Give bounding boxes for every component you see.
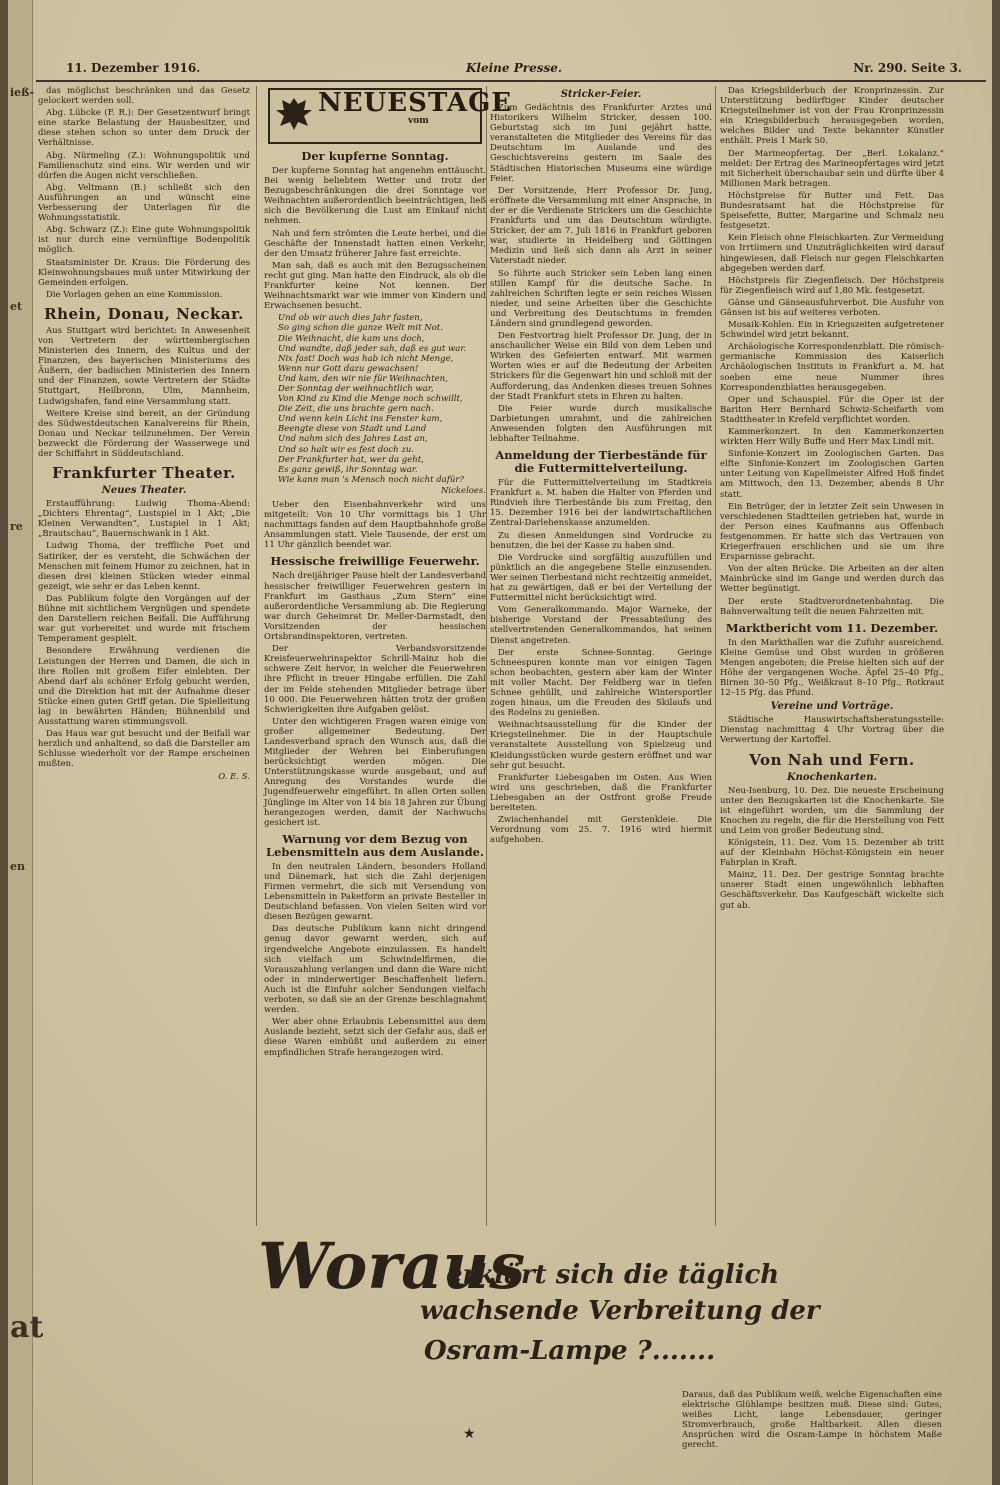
- paragraph: Sinfonie-Konzert im Zoologischen Garten. Das elfte Sinfonie-Konzert im Zoologischen Garten unter Leitung von Kapellmeister Alfred Hoß findet am Mittwoch, den 13. Dezember, abends 8 Uhr statt.: [720, 449, 944, 500]
- paragraph: Nah und fern strömten die Leute herbei, und die Geschäfte der Innenstadt hatten einen Verkehr, der den Umsatz früherer Jahre fast erreichte.: [264, 228, 486, 259]
- paragraph: Abg. Schwarz (Z.): Eine gute Wohnungspolitik ist nur durch eine vernünftige Bodenpolitik möglich.: [38, 225, 250, 256]
- paragraph: Kein Fleisch ohne Fleischkarten. Zur Vermeidung von Irrtümern und Unzuträglichkeiten wird darauf hingewiesen, daß Fleisch nur gegen Fleischkarten abgegeben werden darf.: [720, 233, 944, 274]
- verse-line: Und wenn kein Licht ins Fenster kam,: [278, 414, 443, 425]
- subheading-neues-theater: Neues Theater.: [101, 485, 187, 497]
- adjacent-page-strip: [8, 0, 44, 1485]
- verse-line: Die Weihnacht, die kam uns doch,: [278, 333, 425, 344]
- paragraph: Das Publikum folgte den Vorgängen auf der Bühne mit sichtlichem Vergnügen und spendete den Darstellern reichen Beifall. Die Aufführung war gut vorbereitet und wurde mit frischem Temperament gespielt.: [38, 593, 250, 645]
- masthead-vom: vom: [408, 116, 429, 126]
- paragraph: Höchstpreis für Ziegenfleisch. Der Höchstpreis für Ziegenfleisch wird auf 1,80 Mk. festgesetzt.: [720, 275, 944, 296]
- paragraph: Der kupferne Sonntag hat angenehm enttäuscht. Bei wenig beliebtem Wetter und trotz der Bezugsbeschränkungen die drei Sonntage vor Weihnachten außerordentlich beeinträchtigen, ließ sich die Bevölkerung die Lust am Einkauf nicht nehmen.: [264, 166, 486, 227]
- signature: Nickeloes.: [440, 485, 486, 496]
- paragraph: Die Vorlagen gehen an eine Kommission.: [46, 289, 223, 300]
- column-4: [720, 86, 944, 1226]
- paragraph: Wer aber ohne Erlaubnis Lebensmittel aus dem Auslande bezieht, setzt sich der Gefahr aus, daß er diese Waren einbüßt und außerdem zu einer empfindlichen Strafe herangezogen wird.: [264, 1017, 486, 1058]
- paragraph: Staatsminister Dr. Kraus: Die Förderung des Kleinwohnungsbaues muß unter Mitwirkung der Gemeinden erfolgen.: [38, 257, 250, 288]
- heading-anmeldung: Anmeldung der Tierbestände für die Futtermittelverteilung.: [495, 448, 707, 476]
- neues-vom-tage-masthead: [268, 88, 513, 144]
- column-1: [38, 86, 250, 1226]
- paragraph: Der erste Schnee-Sonntag. Geringe Schneespuren konnte man vor einigen Tagen schon beobachten, gestern aber kam der Winter mit voller Macht. Der Feldberg war in tiefen Schnee gehüllt, und zahlreiche Wintersportler zogen hinaus, um die Freuden des Skilaufs und des Rodelns zu genießen.: [490, 647, 712, 719]
- ad-headline-line1: erklärt sich die täglich: [446, 1260, 780, 1290]
- paragraph: Weitere Kreise sind bereit, an der Gründung des Südwestdeutschen Kanalvereins für Rhein, Donau und Neckar teilzunehmen. Der Verein bezweckt die Förderung der Wasserwege und der Schiffahrt in Süddeutschland.: [38, 408, 250, 459]
- paragraph: Weihnachtsausstellung für die Kinder der Kriegsteilnehmer. Die in der Hauptschule veranstaltete Ausstellung von Spielzeug und Kleidungsstücken wurde gestern eröffnet und war sehr gut besucht.: [490, 720, 712, 771]
- paragraph: Mosaik-Kohlen. Ein in Kriegszeiten aufgetretener Schwindel wird jetzt bekannt.: [720, 320, 944, 341]
- paragraph: Der erste Stadtverordnetenbahntag. Die Bahnverwaltung teilt die neuen Fahrzeiten mit.: [720, 596, 944, 617]
- heading-sonntag: Der kupferne Sonntag.: [301, 149, 449, 163]
- paragraph: Nach dreijähriger Pause hielt der Landesverband hessischer freiwilliger Feuerwehren gestern in Frankfurt im Gasthaus „Zum Stern“ eine außerordentliche Versammlung ab. Die Regierung war durch Geheimrat Dr. Meller-Darmstadt, den Vorsitzenden der hessischen Ortsbrandinspektoren, vertreten.: [264, 571, 486, 643]
- heading-feuerwehr: Hessische freiwillige Feuerwehr.: [270, 554, 480, 569]
- column-rule: [486, 86, 487, 1226]
- strip-fragment: at: [10, 1310, 44, 1345]
- paragraph: Abg. Lübcke (F. R.): Der Gesetzentwurf bringt eine starke Belastung der Hausbesitzer, und diese stehen schon so unter dem Druck der Verhältnisse.: [38, 108, 250, 149]
- verse-line: Es ganz gewiß, ihr Sonntag war.: [278, 464, 418, 475]
- masthead-neues: NEUES: [318, 88, 428, 118]
- paragraph: Städtische Hauswirtschaftsberatungsstelle: Dienstag nachmittag 4 Uhr Vortrag über die Verwertung der Kartoffel.: [720, 715, 944, 746]
- paragraph: Zwischenhandel mit Gerstenkleie. Die Verordnung vom 25. 7. 1916 wird hiermit aufgehoben.: [490, 815, 712, 846]
- verse-line: Wenn nur Gott dazu gewachsen!: [278, 363, 419, 374]
- paragraph: Der Vorsitzende, Herr Professor Dr. Jung, eröffnete die Versammlung mit einer Ansprache, in der er die Verdienste Strickers um die Geschichte Frankfurts und um das Deutschtum würdigte. Stricker, der am 7. Juli 1816 in Frankfurt geboren war, studierte in Heidelberg und Göttingen Medizin und ließ sich dann als Arzt in seiner Vaterstadt nieder.: [490, 185, 712, 267]
- paragraph: Das Kriegsbilderbuch der Kronprinzessin. Zur Unterstützung bedürftiger Kinder deutscher Kriegsteilnehmer ist von der Frau Kronprinzessin ein Kriegsbilderbuch herausgegeben worden, welches Bilder und Texte bekannter Künstler enthält. Preis 1 Mark 50.: [720, 86, 944, 147]
- verse-line: Und ob wir auch dies Jahr fasten,: [278, 313, 423, 324]
- column-rule: [256, 86, 257, 1226]
- ad-headline-word: Woraus: [258, 1229, 526, 1304]
- paragraph: Oper und Schauspiel. Für die Oper ist der Bariton Herr Bernhard Schwiz-Scheifarth vom Stadttheater in Krefeld verpflichtet worden.: [720, 394, 944, 425]
- paragraph: Zu diesen Anmeldungen sind Vordrucke zu benutzen, die bei der Kasse zu haben sind.: [490, 530, 712, 551]
- header-issue: Nr. 290. Seite 3.: [853, 61, 962, 75]
- heading-marktbericht: Marktbericht vom 11. Dezember.: [725, 620, 939, 635]
- strip-fragment: re: [10, 520, 23, 533]
- paragraph: Königstein, 11. Dez. Vom 15. Dezember ab tritt auf der Kleinbahn Höchst-Königstein ein neuer Fahrplan in Kraft.: [720, 838, 944, 869]
- ad-headline-line2: wachsende Verbreitung der: [420, 1296, 820, 1326]
- paragraph: So führte auch Stricker sein Leben lang einen stillen Kampf für die deutsche Sache. In zahlreichen Schriften legte er sein reiches Wissen nieder, und seine Arbeiten über die Geschichte und Verbreitung des Deutschtums in fremden Ländern sind grundlegend geworden.: [490, 268, 712, 329]
- subheading-knochenkarten: Knochenkarten.: [786, 771, 878, 783]
- paragraph: Vom Generalkommando. Major Warneke, der bisherige Vorstand der Pressabteilung des stellvertretenden Generalkommandos, hat seinen Dienst angetreten.: [490, 605, 712, 646]
- eagle-icon: [274, 94, 314, 134]
- heading-vereine: Vereine und Vorträge.: [770, 701, 894, 713]
- strip-fragment: et: [10, 300, 23, 313]
- verse-line: Und nahm sich des Jahres Last an,: [278, 434, 428, 445]
- paragraph: Der Verbandsvorsitzende Kreisfeuerwehrinspektor Schrill-Mainz hob die schwere Zeit hervor, in welcher die Feuerwehren ihre Pflicht in treuer Hingabe erfüllen. Die Zahl der im Felde stehenden Mitglieder betrage über 10 000. Die Feuerwehren hätten trotz der großen Schwierigkeiten ihre Aufgaben gelöst.: [264, 644, 486, 715]
- verse-line: Nix fast! Doch was hab ich nicht Menge,: [278, 353, 454, 364]
- verse-line: Der Sonntag der weihnachtlich war,: [278, 383, 434, 394]
- heading-nah-und-fern: Von Nah und Fern.: [749, 750, 915, 769]
- paragraph: Unter den wichtigeren Fragen waren einige von großer allgemeiner Bedeutung. Der Landesverband sprach den Wunsch aus, daß die Mitglieder der Wehren bei Einberufungen berücksichtigt werden mögen. Die Unterstützungskasse wurde ausgebaut, und auf Anregung des Vorstandes wurde die Jugendfeuerwehr eingeführt. In allen Orten sollen Jünglinge im Alter von 14 bis 18 Jahren zur Übung herangezogen werden, damit der Nachwuchs gesichert ist.: [264, 716, 486, 828]
- verse-line: Beengte diese von Stadt und Land: [278, 424, 427, 435]
- paragraph: Ueber den Eisenbahnverkehr wird uns mitgeteilt: Von 10 Uhr vormittags bis 1 Uhr nachmittags fanden auf dem Hauptbahnhofe große Ansammlungen statt. Viele Tausende, der erst um 11 Uhr gänzlich beendet war.: [264, 500, 486, 551]
- paragraph: Höchstpreise für Butter und Fett. Das Bundesratsamt hat die Höchstpreise für Speisefette, Butter, Margarine und Schmalz neu festgesetzt.: [720, 190, 944, 232]
- column-3: [490, 86, 712, 1226]
- verse-line: Und so halt wir es fest doch zu.: [278, 444, 414, 455]
- paragraph: Zum Gedächtnis des Frankfurter Arztes und Historikers Wilhelm Stricker, dessen 100. Geburtstag sich im Juni gejährt hatte, veranstalteten die Mitglieder des Vereins für das Deutschtum im Auslande und des Geschichtsvereins gestern im Saale des Städtischen Historischen Museums eine würdige Feier.: [490, 103, 712, 184]
- ad-body-text: Daraus, daß das Publikum weiß, welche Eigenschaften eine elektrische Glühlampe besitzen muß. Diese sind: Gutes, weißes Licht, lange Lebensdauer, geringer Stromverbrauch, große Haltbarkeit. Allen diesen Ansprüchen wird die Osram-Lampe in höchstem Maße gerecht.: [682, 1390, 942, 1450]
- verse-line: Die Zeit, die uns brachte gern nach.: [278, 404, 434, 415]
- paragraph: In den neutralen Ländern, besonders Holland und Dänemark, hat sich die Zahl derjenigen Firmen vermehrt, die sich mit Versendung von Lebensmitteln in Paketform an private Besteller in Deutschland befassen. Von vielen Seiten wird vor diesen Bezügen gewarnt.: [264, 861, 486, 923]
- masthead-tage: TAGE: [428, 88, 513, 118]
- strip-fragment: ieß-: [10, 86, 35, 99]
- verse-line: Der Frankfurter hat, wer da geht,: [278, 454, 424, 465]
- paragraph: Ludwig Thoma, der treffliche Poet und Satiriker, der es versteht, die Schwächen der Menschen mit feinem Humor zu zeichnen, hat in diesen drei kleinen Stücken wieder einmal gezeigt, wie sehr er das Leben kennt.: [38, 541, 250, 592]
- paragraph: Abg. Veltmann (B.) schließt sich den Ausführungen an und wünscht eine Verbesserung der Unterlagen für die Wohnungsstatistik.: [38, 182, 250, 224]
- footer-mark: ★: [463, 1426, 476, 1442]
- paragraph: Die Vordrucke sind sorgfältig auszufüllen und pünktlich an die angegebene Stelle einzusenden. Wer seinen Tierbestand nicht rechtzeitig anmeldet, hat zu gewärtigen, daß er bei der Verteilung der Futtermittel nicht berücksichtigt wird.: [490, 552, 712, 604]
- paragraph: Abg. Nürmeling (Z.): Wohnungspolitik und Familienschutz sind eins. Wir werden und wir dürfen die Augen nicht verschließen.: [38, 150, 250, 181]
- header-paper-name: Kleine Presse.: [466, 61, 563, 75]
- osram-advertisement: [248, 1229, 948, 1366]
- strip-fragment: en: [10, 860, 25, 873]
- verse-line: So ging schon die ganze Welt mit Not.: [278, 323, 443, 334]
- column-rule: [715, 86, 716, 1226]
- paragraph: Das Haus war gut besucht und der Beifall war herzlich und anhaltend, so daß die Darsteller am Schlusse wiederholt vor der Rampe erscheinen mußten.: [38, 729, 250, 770]
- paragraph: Aus Stuttgart wird berichtet: In Anwesenheit von Vertretern der württembergischen Ministerien des Innern, des Kultus und der Finanzen, des bayerischen Ministeriums des Äußern, der badischen Ministerien des Innern und der Finanzen, sowie Vertretern der Städte Stuttgart, Heilbronn, Ulm, Mannheim, Ludwigshafen, fand eine Versammlung statt.: [38, 325, 250, 407]
- paragraph: Die Feier wurde durch musikalische Darbietungen umrahmt, und die zahlreichen Anwesenden folgten den Ausführungen mit lebhafter Teilnahme.: [490, 403, 712, 444]
- paragraph: In den Markthallen war die Zufuhr ausreichend. Kleine Gemüse und Obst wurden in größeren Mengen angeboten; die Preise hielten sich auf der Höhe der vergangenen Woche. Äpfel 25–40 Pfg., Birnen 30–50 Pfg., Weißkraut 8–10 Pfg., Rotkraut 12–15 Pfg. das Pfund.: [720, 637, 944, 699]
- heading-stricker: Stricker-Feier.: [560, 89, 642, 100]
- paragraph: Das deutsche Publikum kann nicht dringend genug davor gewarnt werden, sich auf irgendwelche Angebote einzulassen. Es handelt sich vielfach um Schwindelfirmen, die Vorauszahlung verlangen und dann die Ware nicht oder in minderwertiger Beschaffenheit liefern. Auch ist die Einfuhr solcher Sendungen vielfach verboten, so daß sie an der Grenze beschlagnahmt werden.: [264, 924, 486, 1016]
- verse-line: Von Kind zu Kind die Menge noch schwillt,: [278, 394, 463, 405]
- column-2: [264, 86, 513, 1226]
- paragraph: Den Festvortrag hielt Professor Dr. Jung, der in anschaulicher Weise ein Bild von dem Leben und Wirken des Gefeierten entwarf. Mit warmen Worten wies er auf die Bedeutung der Arbeiten Strickers für die Gegenwart hin und schloß mit der Aufforderung, das Andenken dieses treuen Sohnes der Stadt Frankfurt stets in Ehren zu halten.: [490, 331, 712, 402]
- paragraph: das möglichst beschränken und das Gesetz gelockert werden soll.: [38, 86, 250, 107]
- paragraph: Ein Betrüger, der in letzter Zeit sein Unwesen in verschiedenen Stadtteilen getrieben hat, wurde in der Person eines Kaufmanns aus Offenbach festgenommen. Er hatte sich das Vertrauen von Kriegerfrauen erschlichen und sie um ihre Ersparnisse gebracht.: [720, 501, 944, 563]
- verse-line: Und wandte, daß jeder sah, daß es gut war.: [278, 343, 467, 354]
- paragraph: Der Marineopfertag. Der „Berl. Lokalanz.“ meldet: Der Ertrag des Marineopfertages wird jetzt mit Sicherheit überschaubar sein und dürfte über 4 Millionen Mark betragen.: [720, 148, 944, 189]
- paragraph: Von der alten Brücke. Die Arbeiten an der alten Mainbrücke sind im Gange und werden durch das Wetter begünstigt.: [720, 564, 944, 595]
- paragraph: Neu-Isenburg, 10. Dez. Die neueste Erscheinung unter den Bezugskarten ist die Knochenkarte. Sie ist eingeführt worden, um die Sammlung der Knochen zu regeln, die für die Herstellung von Fett und Leim von großer Bedeutung sind.: [720, 785, 944, 836]
- verse-line: Und kam, den wir nie für Weihnachten,: [278, 373, 448, 384]
- header-date: 11. Dezember 1916.: [66, 61, 201, 75]
- heading-rhein: Rhein, Donau, Neckar.: [44, 304, 244, 323]
- newspaper-page: [8, 0, 992, 1485]
- paragraph: Archäologische Korrespondenzblatt. Die römisch-germanische Kommission des Kaiserlich Archäologischen Instituts in Frankfurt a. M. hat soeben eine neue Nummer ihres Korrespondenzblattes herausgegeben.: [720, 342, 944, 393]
- heading-warnung: Warnung vor dem Bezug von Lebensmitteln aus dem Auslande.: [266, 831, 484, 859]
- paragraph: Kammerkonzert. In den Kammerkonzerten wirkten Herr Willy Buffe und Herr Max Lindl mit.: [720, 427, 944, 448]
- ad-headline-line3: Osram-Lampe ?.......: [424, 1336, 716, 1366]
- paragraph: Erstaufführung: Ludwig Thoma-Abend: „Dichters Ehrentag“, Lustspiel in 1 Akt; „Die Kleinen Verwandten“, Lustspiel in 1 Akt; „Brautschau“, Bauernschwank in 1 Akt.: [38, 499, 250, 540]
- paragraph: Mainz, 11. Dez. Der gestrige Sonntag brachte unserer Stadt einen ungewöhnlich lebhaften Geschäftsverkehr. Das Kaufgeschäft wickelte sich gut ab.: [720, 870, 944, 911]
- paragraph: Man sah, daß es auch mit den Bezugsscheinen recht gut ging. Man hatte den Eindruck, als ob die Frankfurter keine Not kennen. Der Weihnachtsmarkt war wie immer von Kindern und Erwachsenen besucht.: [264, 260, 486, 312]
- paragraph: Frankfurter Liebesgaben im Osten. Aus Wien wird uns geschrieben, daß die Frankfurter Liebesgaben an der Ostfront große Freude bereiteten.: [490, 772, 712, 813]
- paragraph: Gänse und Gänseausfuhrverbot. Die Ausfuhr von Gänsen ist bis auf weiteres verboten.: [720, 297, 944, 318]
- paragraph: Besondere Erwähnung verdienen die Leistungen der Herren und Damen, die sich in ihre Rollen mit großem Eifer einlebten. Der Abend darf als schöner Erfolg gebucht werden, und die Direktion hat mit der Aufnahme dieser Stücke einen guten Griff getan. Die Spielleitung lag in bewährten Händen; Bühnenbild und Ausstattung waren stimmungsvoll.: [38, 646, 250, 728]
- signature: O. E. S.: [218, 771, 250, 782]
- page-header: [36, 58, 986, 82]
- verse-line: Wie kann man 's Mensch noch nicht dafür?: [278, 474, 464, 485]
- paragraph: Für die Futtermittelverteilung im Stadtkreis Frankfurt a. M. haben die Halter von Pferden und Rindvieh ihre Tierbestände bis zum Freitag, den 15. Dezember 1916 bei der landwirtschaftlichen Zentral-Darlehenskasse anzumelden.: [490, 478, 712, 529]
- heading-theater: Frankfurter Theater.: [52, 464, 236, 483]
